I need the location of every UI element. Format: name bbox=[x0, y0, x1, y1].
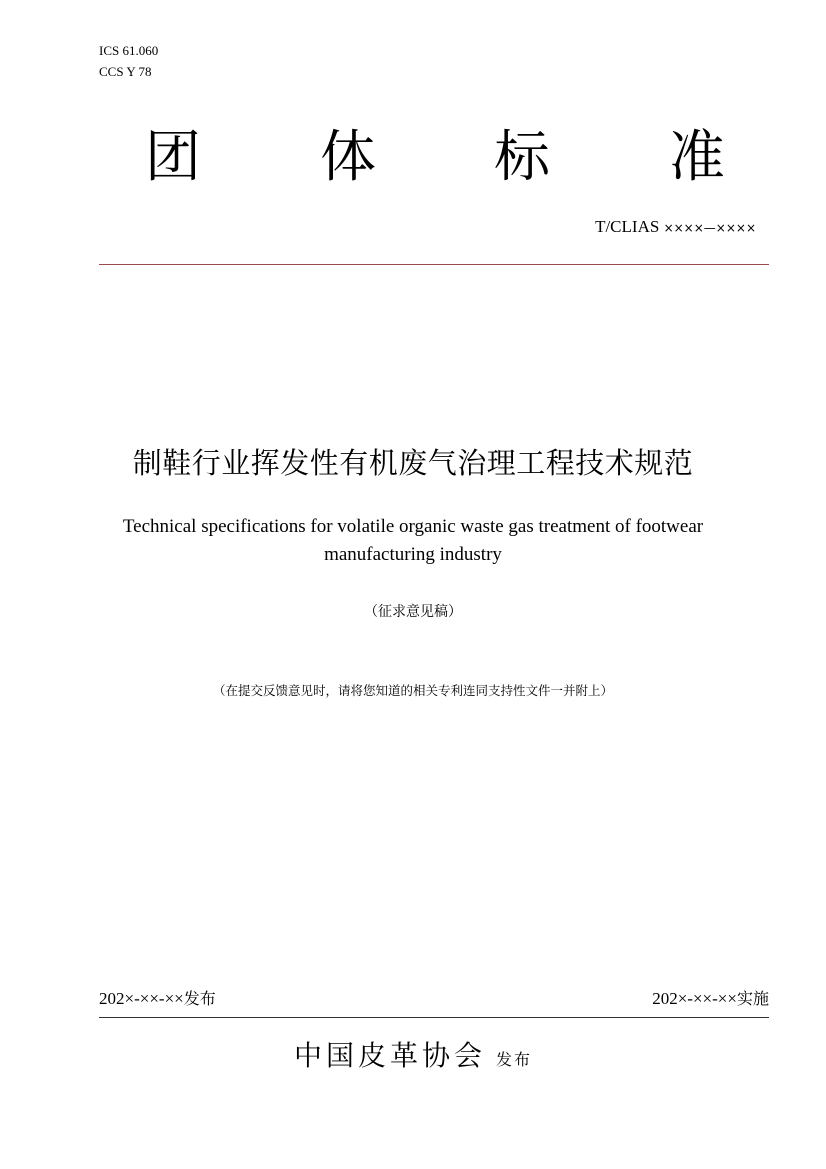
standard-number-placeholder: ××××—×××× bbox=[663, 221, 756, 235]
ccs-code: CCS Y 78 bbox=[99, 64, 152, 79]
header-divider bbox=[99, 264, 769, 265]
implement-date bbox=[652, 987, 769, 1011]
publisher bbox=[0, 1036, 826, 1080]
chinese-title: 制鞋行业挥发性有机废气治理工程技术规范 bbox=[132, 446, 694, 480]
footer-divider bbox=[99, 1017, 769, 1018]
implement-date-label: 实施 bbox=[736, 989, 769, 1008]
english-title-line-2: manufacturing industry bbox=[324, 544, 502, 565]
document-type-char: 标 bbox=[494, 125, 550, 190]
publish-date-value: 202×-××-×× bbox=[99, 989, 184, 1008]
implement-date-value: 202×-××-×× bbox=[652, 989, 737, 1008]
publisher-organization: 中国皮革协会 bbox=[293, 1039, 486, 1072]
document-type-char: 体 bbox=[320, 125, 376, 190]
ics-code: ICS 61.060 bbox=[99, 43, 159, 58]
document-type-heading bbox=[99, 122, 769, 194]
document-type-char: 团 bbox=[145, 125, 201, 190]
patent-note: （在提交反馈意见时，请将您知道的相关专利连同支持性文件一并附上） bbox=[212, 683, 613, 698]
english-title bbox=[100, 513, 726, 569]
english-title-line-1: Technical specifications for volatile organic waste gas treatment of footwear bbox=[122, 516, 704, 537]
publisher-label: 发布 bbox=[496, 1050, 533, 1069]
standard-number bbox=[595, 216, 756, 239]
document-type-char: 准 bbox=[669, 125, 725, 190]
draft-status: （征求意见稿） bbox=[364, 604, 462, 620]
standard-number-prefix: T/CLIAS bbox=[595, 217, 664, 236]
publish-date-label: 发布 bbox=[183, 989, 216, 1008]
publish-date bbox=[99, 987, 216, 1011]
